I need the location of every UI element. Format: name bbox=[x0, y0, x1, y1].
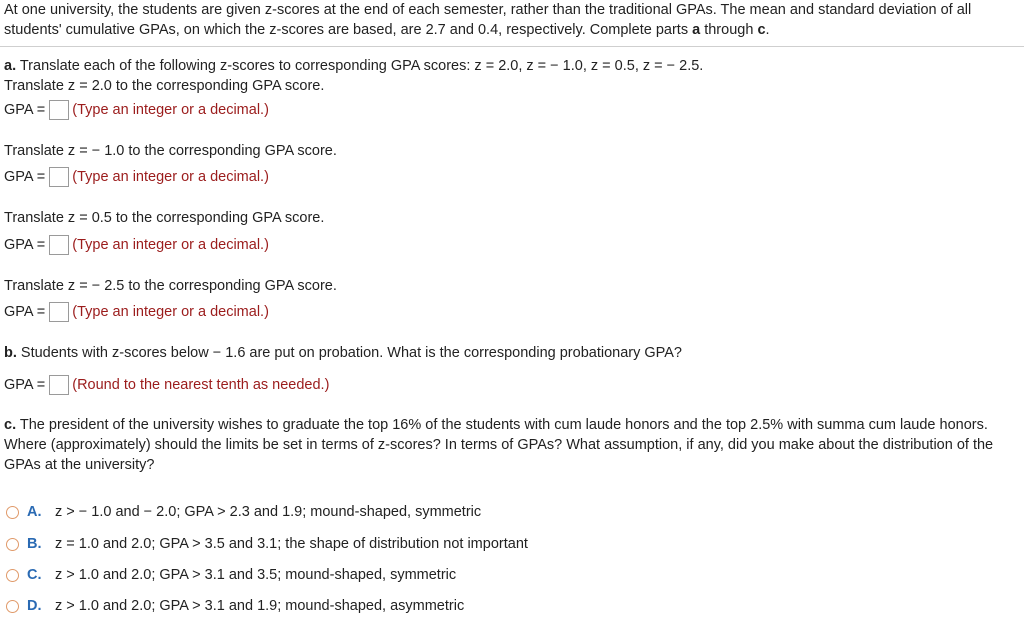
answer-row-b bbox=[4, 373, 329, 397]
intro-part-a: a bbox=[692, 22, 701, 38]
part-b-prompt bbox=[4, 343, 682, 363]
option-text: z > 1.0 and 2.0; GPA > 3.1 and 1.9; mound-shaped, asymmetric bbox=[55, 598, 465, 614]
option-letter: C. bbox=[27, 567, 42, 583]
option-letter: D. bbox=[27, 598, 42, 614]
part-a-letter: a. bbox=[4, 58, 17, 74]
intro-part-c: c bbox=[757, 22, 766, 38]
answer-hint: (Type an integer or a decimal.) bbox=[72, 304, 269, 320]
divider bbox=[0, 46, 1024, 47]
radio-button-icon[interactable] bbox=[6, 600, 19, 613]
question-a2: Translate z = − 1.0 to the corresponding GPA score. bbox=[4, 143, 337, 159]
question-a4: Translate z = − 2.5 to the corresponding GPA score. bbox=[4, 278, 337, 294]
option-c[interactable] bbox=[4, 564, 456, 586]
gpa-label: GPA = bbox=[4, 304, 46, 320]
intro-end: . bbox=[765, 22, 770, 38]
radio-button-icon[interactable] bbox=[6, 538, 19, 551]
answer-hint: (Type an integer or a decimal.) bbox=[72, 237, 269, 253]
gpa-label: GPA = bbox=[4, 237, 46, 253]
part-c-prompt bbox=[4, 415, 1016, 475]
part-b-letter: b. bbox=[4, 345, 17, 361]
answer-input-a1[interactable] bbox=[49, 100, 69, 120]
answer-input-a4[interactable] bbox=[49, 302, 69, 322]
answer-input-b[interactable] bbox=[49, 375, 69, 395]
gpa-label: GPA = bbox=[4, 102, 46, 118]
question-a1: Translate z = 2.0 to the corresponding GPA score. bbox=[4, 78, 325, 94]
option-text: z > 1.0 and 2.0; GPA > 3.1 and 3.5; mound-shaped, symmetric bbox=[55, 567, 457, 583]
answer-row-a3 bbox=[4, 233, 269, 257]
part-a-text: Translate each of the following z-scores to corresponding GPA scores: z = 2.0, z = − 1.0, z = 0.5, z = − 2.5. bbox=[16, 58, 704, 74]
option-d[interactable] bbox=[4, 595, 464, 617]
radio-button-icon[interactable] bbox=[6, 569, 19, 582]
answer-row-a1 bbox=[4, 98, 269, 122]
answer-hint: (Type an integer or a decimal.) bbox=[72, 102, 269, 118]
part-c-text: The president of the university wishes to graduate the top 16% of the students with cum laude honors and the top 2.5% with summa cum laude honors. Where (approximately) should the limits be set in terms of z-scores? In terms of GPAs? What assumption, if any, did you make about the distribution of the GPAs at the university? bbox=[4, 417, 994, 473]
answer-hint: (Type an integer or a decimal.) bbox=[72, 169, 269, 185]
option-letter: B. bbox=[27, 536, 42, 552]
intro-mid: through bbox=[700, 22, 758, 38]
gpa-label: GPA = bbox=[4, 169, 46, 185]
option-b[interactable] bbox=[4, 533, 528, 555]
answer-input-a2[interactable] bbox=[49, 167, 69, 187]
question-a3: Translate z = 0.5 to the corresponding GPA score. bbox=[4, 210, 325, 226]
option-text: z > − 1.0 and − 2.0; GPA > 2.3 and 1.9; mound-shaped, symmetric bbox=[55, 504, 482, 520]
option-text: z = 1.0 and 2.0; GPA > 3.5 and 3.1; the shape of distribution not important bbox=[55, 536, 528, 552]
answer-hint: (Round to the nearest tenth as needed.) bbox=[72, 377, 330, 393]
radio-button-icon[interactable] bbox=[6, 506, 19, 519]
part-b-text: Students with z-scores below − 1.6 are put on probation. What is the corresponding probationary GPA? bbox=[16, 345, 682, 361]
option-letter: A. bbox=[27, 504, 42, 520]
problem-intro bbox=[4, 0, 1016, 40]
part-a-prompt bbox=[4, 56, 703, 76]
answer-row-a2 bbox=[4, 165, 269, 189]
intro-text: At one university, the students are given z-scores at the end of each semester, rather than the traditional GPAs. The mean and standard deviation of all students' cumulative GPAs, on which the z-scores are based, are 2.7 and 0.4, respectively. Complete parts bbox=[4, 2, 972, 38]
option-a[interactable] bbox=[4, 501, 481, 523]
answer-row-a4 bbox=[4, 300, 269, 324]
answer-input-a3[interactable] bbox=[49, 235, 69, 255]
part-c-letter: c. bbox=[4, 417, 17, 433]
gpa-label: GPA = bbox=[4, 377, 46, 393]
